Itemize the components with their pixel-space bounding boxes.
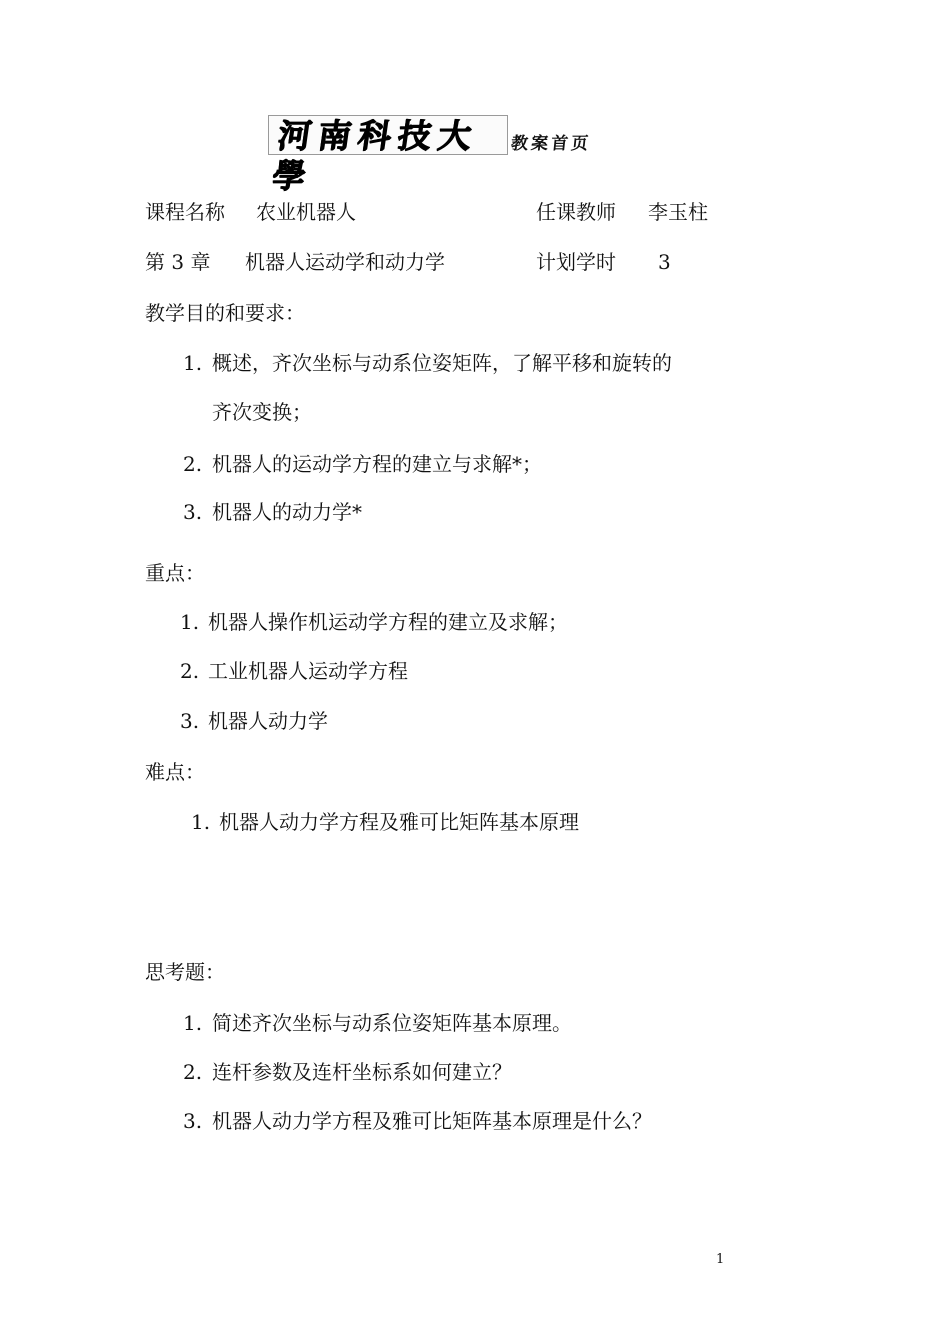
teacher-label: 任课教师	[536, 200, 616, 224]
objective-item-number: 3.	[183, 500, 203, 524]
key-point-number: 1.	[180, 610, 200, 634]
teacher-value: 李玉柱	[648, 200, 708, 224]
chapter-title: 机器人运动学和动力学	[245, 250, 445, 274]
page-number: 1	[716, 1252, 725, 1267]
difficulty-text: 机器人动力学方程及雅可比矩阵基本原理	[219, 810, 579, 834]
objective-item-text: 概述，齐次坐标与动系位姿矩阵，了解平移和旋转的	[212, 351, 672, 375]
page-subtitle: 教案首页	[509, 134, 593, 154]
question-number: 2.	[183, 1060, 203, 1084]
objectives-heading: 教学目的和要求：	[145, 301, 305, 325]
objective-item-number: 2.	[183, 452, 203, 476]
objective-item-text: 机器人的运动学方程的建立与求解*；	[212, 452, 542, 476]
logo-text: 河南科技大學	[269, 116, 481, 195]
question-text: 连杆参数及连杆坐标系如何建立？	[212, 1060, 512, 1084]
key-point-number: 2.	[180, 659, 200, 683]
course-name-label: 课程名称	[145, 200, 225, 224]
university-logo	[268, 115, 508, 195]
objective-item-continuation: 齐次变换；	[212, 400, 312, 424]
key-point-text: 机器人动力学	[208, 709, 328, 733]
difficulty-number: 1.	[191, 810, 211, 834]
difficulties-heading: 难点：	[145, 760, 205, 784]
key-point-number: 3.	[180, 709, 200, 733]
objective-item-number: 1.	[183, 351, 203, 375]
key-point-text: 工业机器人运动学方程	[208, 659, 408, 683]
key-point-text: 机器人操作机运动学方程的建立及求解；	[208, 610, 568, 634]
question-number: 1.	[183, 1011, 203, 1035]
question-text: 简述齐次坐标与动系位姿矩阵基本原理。	[212, 1011, 572, 1035]
objective-item-text: 机器人的动力学*	[212, 500, 362, 524]
planned-hours-label: 计划学时	[536, 250, 616, 274]
key-points-heading: 重点：	[145, 561, 205, 585]
planned-hours-value: 3	[658, 250, 671, 274]
question-text: 机器人动力学方程及雅可比矩阵基本原理是什么？	[212, 1109, 652, 1133]
course-name-value: 农业机器人	[256, 200, 356, 224]
questions-heading: 思考题：	[145, 960, 225, 984]
chapter-label: 第 3 章	[145, 250, 211, 274]
question-number: 3.	[183, 1109, 203, 1133]
